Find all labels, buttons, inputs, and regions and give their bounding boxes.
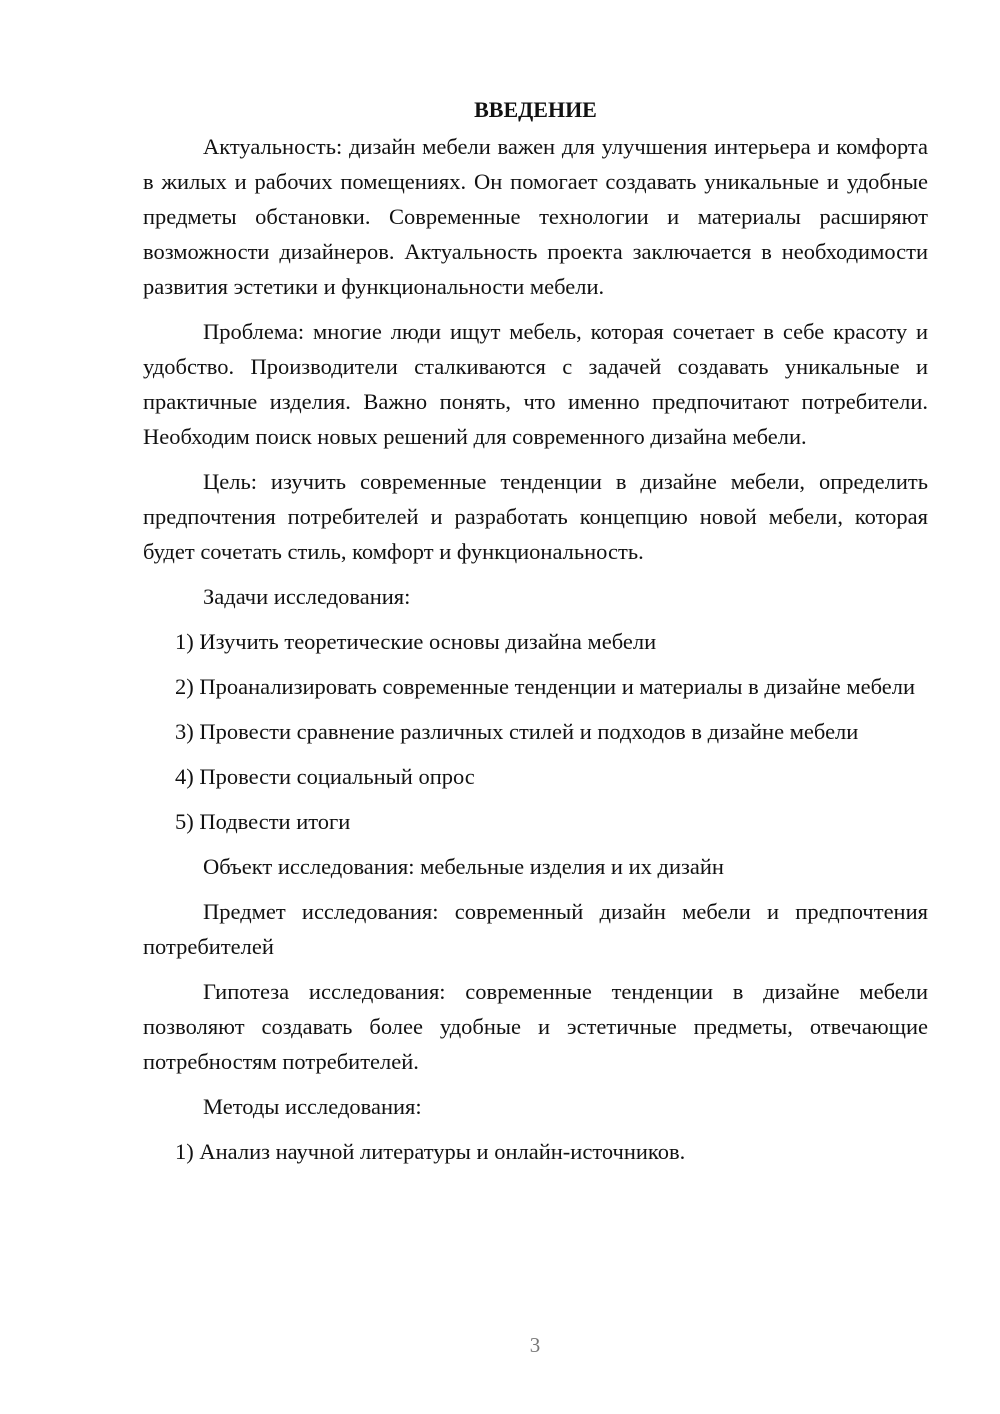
subject-paragraph: Предмет исследования: современный дизайн мебели и предпочтения потребителей — [143, 899, 928, 959]
hypothesis-paragraph: Гипотеза исследования: современные тенденции в дизайне мебели позволяют создавать более удобные и эстетичные предметы, отвечающие потребностям потребителей. — [143, 979, 928, 1074]
task-item-5: 5) Подвести итоги — [175, 809, 351, 834]
page-body — [143, 92, 928, 1179]
task-item-2: 2) Проанализировать современные тенденции и материалы в дизайне мебели — [175, 674, 916, 699]
page-number: 3 — [529, 1333, 541, 1357]
task-item-3: 3) Провести сравнение различных стилей и подходов в дизайне мебели — [175, 719, 859, 744]
task-item-1: 1) Изучить теоретические основы дизайна мебели — [175, 629, 657, 654]
method-item-1: 1) Анализ научной литературы и онлайн-источников. — [175, 1139, 686, 1164]
problem-paragraph: Проблема: многие люди ищут мебель, которая сочетает в себе красоту и удобство. Производители сталкиваются с задачей создавать уникальные и практичные изделия. Важно понять, что именно предпочитают потребители. Необходим поиск новых решений для современного дизайна мебели. — [143, 319, 928, 449]
tasks-heading: Задачи исследования: — [203, 584, 411, 609]
goal-paragraph: Цель: изучить современные тенденции в дизайне мебели, определить предпочтения потребителей и разработать концепцию новой мебели, которая будет сочетать стиль, комфорт и функциональность. — [143, 469, 928, 564]
relevance-paragraph: Актуальность: дизайн мебели важен для улучшения интерьера и комфорта в жилых и рабочих помещениях. Он помогает создавать уникальные и удобные предметы обстановки. Современные технологии и материалы расширяют возможности дизайнеров. Актуальность проекта заключается в необходимости развития эстетики и функциональности мебели. — [143, 134, 928, 299]
task-item-4: 4) Провести социальный опрос — [175, 764, 475, 789]
methods-heading: Методы исследования: — [203, 1094, 422, 1119]
page-title: ВВЕДЕНИЕ — [474, 97, 597, 122]
object-paragraph: Объект исследования: мебельные изделия и их дизайн — [203, 854, 724, 879]
